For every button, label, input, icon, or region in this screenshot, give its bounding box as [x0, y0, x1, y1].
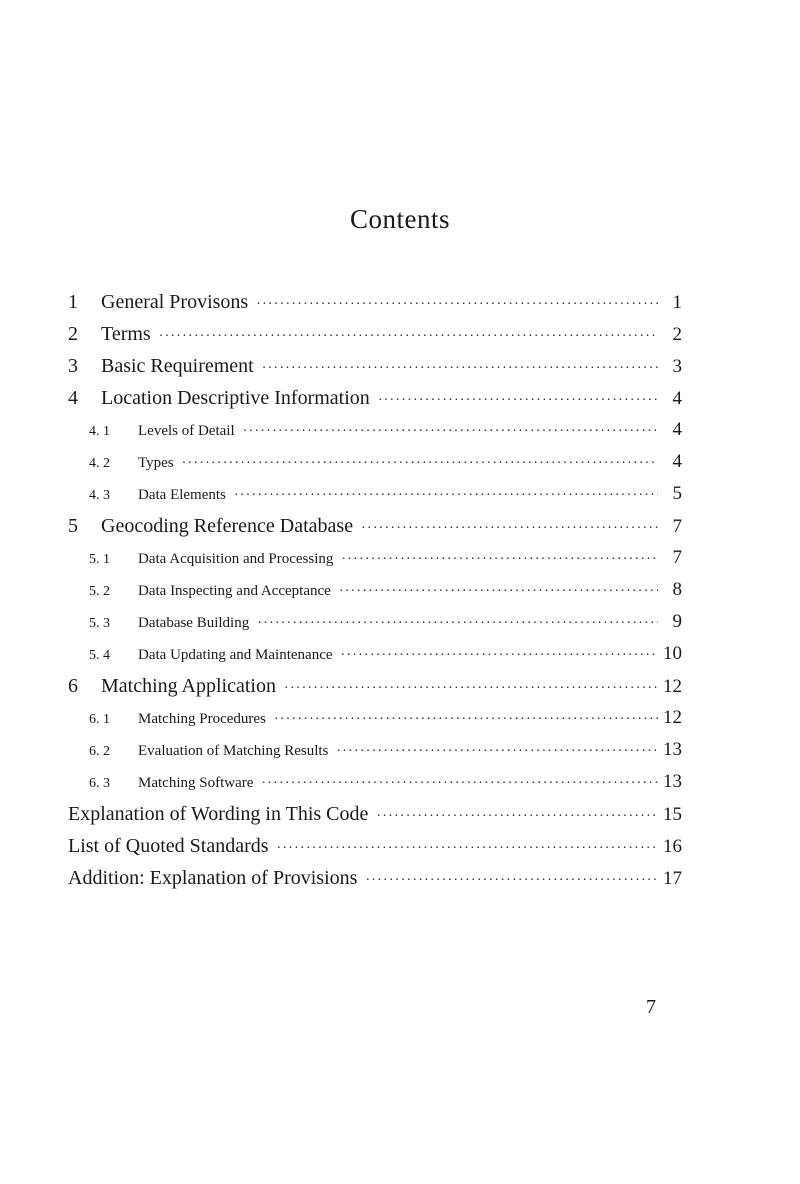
toc-entry-page: 4 — [672, 419, 682, 440]
toc-entry-number: 3 — [68, 355, 78, 377]
dot-leader — [159, 321, 658, 350]
toc-entry-page: 7 — [672, 547, 682, 568]
toc-entry-page: 10 — [663, 643, 682, 664]
toc-entry-title: Terms — [101, 323, 151, 345]
toc-entry-number: 4. 3 — [89, 488, 110, 503]
toc-entry-number: 4. 1 — [89, 424, 110, 439]
toc-entry-title: List of Quoted Standards — [68, 835, 269, 857]
toc-entry-title: Matching Procedures — [138, 711, 266, 727]
dot-leader — [378, 385, 658, 414]
toc-entry-number: 5. 1 — [89, 552, 110, 567]
toc-entry-number: 4 — [68, 387, 78, 409]
toc-entry-title: Database Building — [138, 615, 250, 631]
toc-entry-title: Location Descriptive Information — [101, 387, 370, 409]
toc-entry-number: 5. 3 — [89, 616, 110, 631]
toc-entry[interactable] — [68, 766, 682, 798]
toc-entry-number: 2 — [68, 323, 78, 345]
toc-entry[interactable] — [68, 734, 682, 766]
toc-entry-number: 1 — [68, 291, 78, 313]
dot-leader — [256, 289, 658, 318]
toc-entry[interactable] — [68, 670, 682, 702]
toc-entry-page: 12 — [663, 707, 682, 728]
toc-entry-title: Matching Application — [101, 675, 276, 697]
dot-leader — [243, 416, 658, 446]
dot-leader — [336, 736, 658, 766]
dot-leader — [261, 768, 658, 798]
toc-entry[interactable] — [68, 350, 682, 382]
dot-leader — [274, 704, 658, 734]
toc-entry-number: 6. 1 — [89, 712, 110, 727]
toc-entry[interactable] — [68, 862, 682, 894]
toc-entry[interactable] — [68, 510, 682, 542]
toc-entry-title: Levels of Detail — [138, 423, 235, 439]
toc-entry-title: Data Updating and Maintenance — [138, 647, 333, 663]
dot-leader — [341, 544, 658, 574]
toc-entry-title: Addition: Explanation of Provisions — [68, 867, 358, 889]
toc-entry-number: 5. 2 — [89, 584, 110, 599]
toc-entry-page: 2 — [672, 324, 682, 345]
dot-leader — [182, 448, 658, 478]
toc-entry[interactable] — [68, 542, 682, 574]
toc-entry-title: Evaluation of Matching Results — [138, 743, 329, 759]
toc-entry-title: Data Inspecting and Acceptance — [138, 583, 331, 599]
toc-entry-title: Types — [138, 455, 174, 471]
toc-entry[interactable] — [68, 446, 682, 478]
toc-entry-page: 8 — [672, 579, 682, 600]
dot-leader — [277, 833, 658, 862]
toc-entry-title: General Provisons — [101, 291, 249, 313]
toc-entry-page: 15 — [663, 804, 682, 825]
dot-leader — [262, 353, 658, 382]
toc-entry[interactable] — [68, 638, 682, 670]
dot-leader — [376, 801, 658, 830]
toc-entry-number: 5. 4 — [89, 648, 110, 663]
dot-leader — [365, 865, 658, 894]
toc-entry-title: Data Acquisition and Processing — [138, 551, 334, 567]
toc-entry[interactable] — [68, 574, 682, 606]
page-number: 7 — [646, 996, 656, 1018]
toc-entry-title: Geocoding Reference Database — [101, 515, 354, 537]
toc-entry[interactable] — [68, 318, 682, 350]
toc-entry-page: 4 — [672, 388, 682, 409]
toc-entry-number: 5 — [68, 515, 78, 537]
toc-entry-number: 6 — [68, 675, 78, 697]
toc-entry-page: 13 — [663, 739, 682, 760]
toc-entry-title: Data Elements — [138, 487, 226, 503]
toc-entry[interactable] — [68, 414, 682, 446]
toc-entry-page: 13 — [663, 771, 682, 792]
toc-entry-page: 3 — [672, 356, 682, 377]
dot-leader — [257, 608, 658, 638]
toc-entry[interactable] — [68, 286, 682, 318]
toc-entry-page: 7 — [672, 516, 682, 537]
dot-leader — [361, 513, 658, 542]
toc-entry-title: Explanation of Wording in This Code — [68, 803, 369, 825]
toc-entry-page: 12 — [663, 676, 682, 697]
toc-entry-page: 5 — [672, 483, 682, 504]
toc-entry-title: Basic Requirement — [101, 355, 254, 377]
toc-entry-number: 6. 3 — [89, 776, 110, 791]
toc-entry-page: 4 — [672, 451, 682, 472]
toc-entry-title: Matching Software — [138, 775, 254, 791]
dot-leader — [341, 640, 658, 670]
toc-entry-number: 6. 2 — [89, 744, 110, 759]
toc-entry[interactable] — [68, 478, 682, 510]
toc-entry-page: 1 — [672, 292, 682, 313]
toc-entry-page: 17 — [663, 868, 682, 889]
dot-leader — [284, 673, 658, 702]
page-title: Contents — [349, 204, 450, 234]
toc-entry[interactable] — [68, 382, 682, 414]
toc-entry[interactable] — [68, 702, 682, 734]
toc-entry-number: 4. 2 — [89, 456, 110, 471]
toc-entry[interactable] — [68, 830, 682, 862]
toc-entry-page: 9 — [672, 611, 682, 632]
table-of-contents — [68, 286, 682, 894]
toc-entry-page: 16 — [663, 836, 682, 857]
dot-leader — [234, 480, 658, 510]
toc-entry[interactable] — [68, 606, 682, 638]
toc-entry[interactable] — [68, 798, 682, 830]
dot-leader — [339, 576, 658, 606]
